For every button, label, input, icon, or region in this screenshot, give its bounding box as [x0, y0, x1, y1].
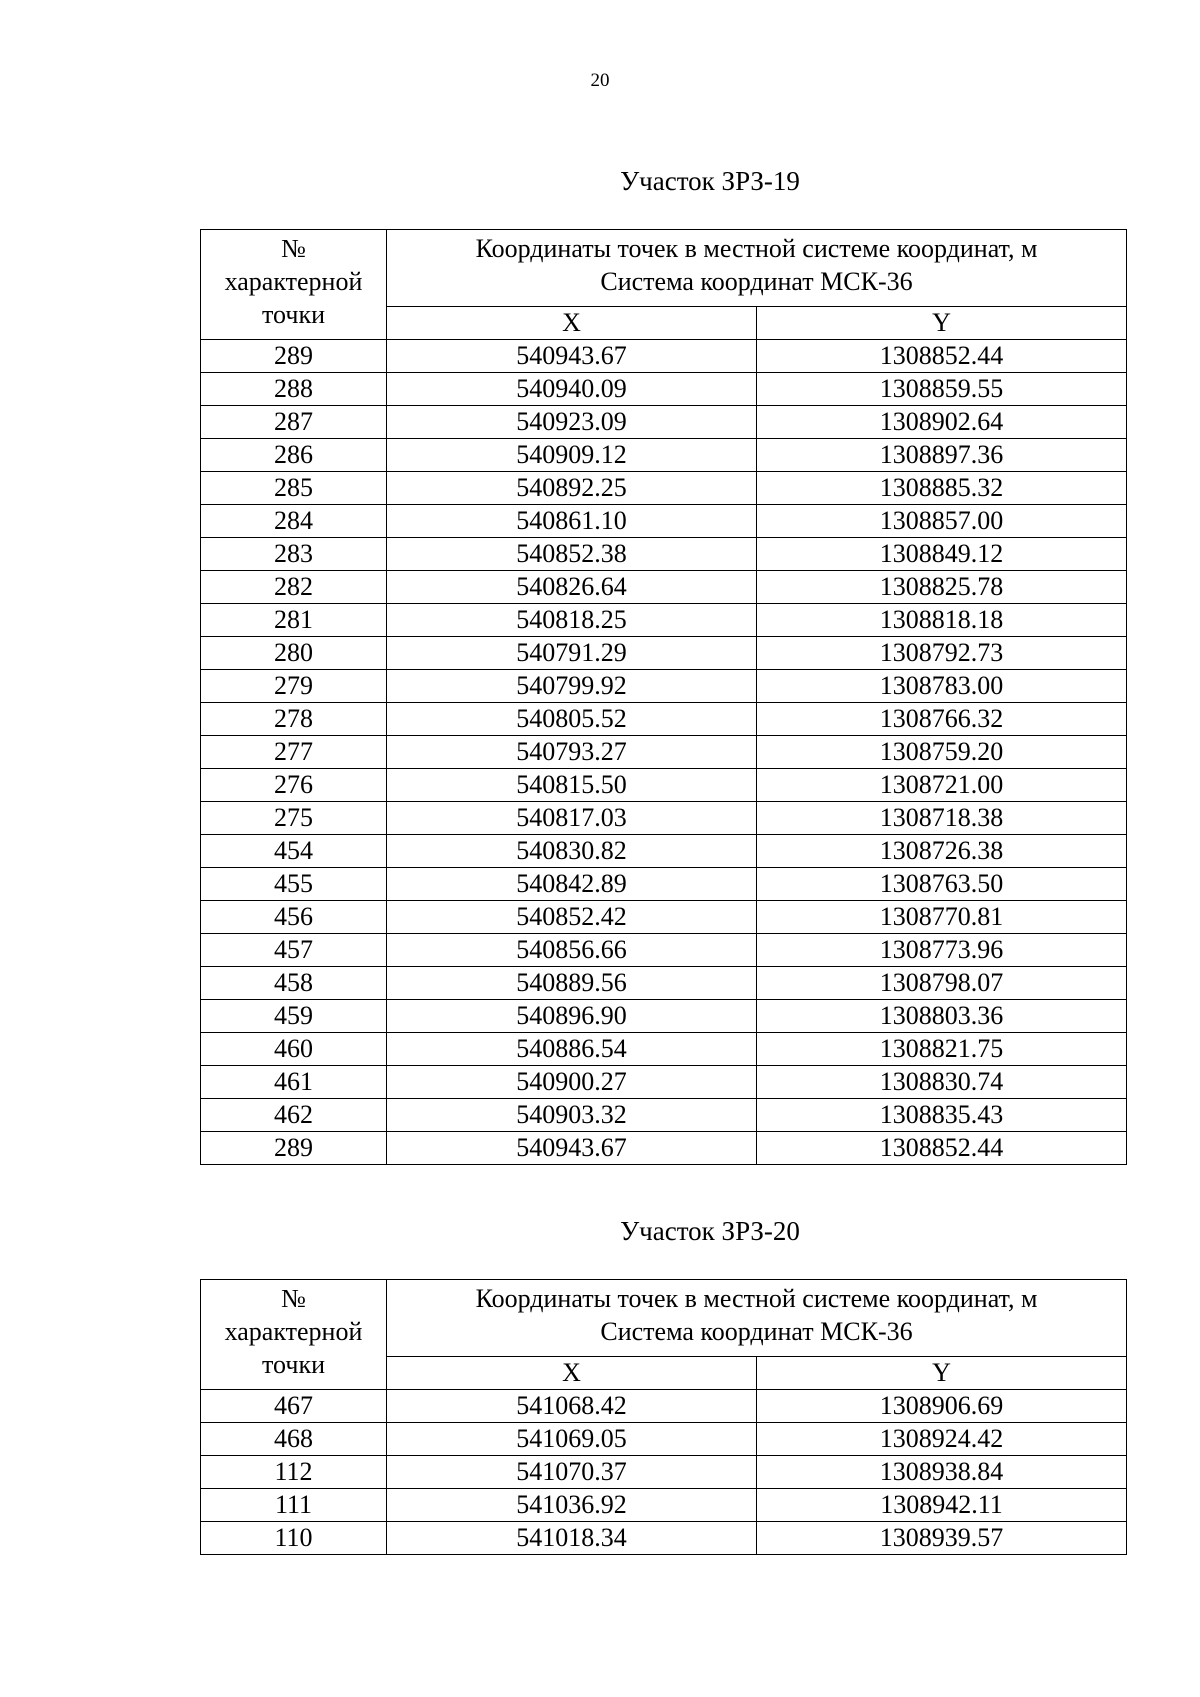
y-coordinate-cell: 1308821.75 — [757, 1033, 1127, 1066]
y-column-header: Y — [757, 307, 1127, 340]
y-coordinate-cell: 1308818.18 — [757, 604, 1127, 637]
x-coordinate-cell: 540903.32 — [387, 1099, 757, 1132]
y-coordinate-cell: 1308792.73 — [757, 637, 1127, 670]
x-coordinate-cell: 541068.42 — [387, 1390, 757, 1423]
y-coordinate-cell: 1308830.74 — [757, 1066, 1127, 1099]
point-number-cell: 110 — [201, 1522, 387, 1555]
table-row — [201, 670, 1127, 703]
x-coordinate-cell: 540852.42 — [387, 901, 757, 934]
table-row — [201, 802, 1127, 835]
y-coordinate-cell: 1308763.50 — [757, 868, 1127, 901]
table-row — [201, 1522, 1127, 1555]
y-coordinate-cell: 1308857.00 — [757, 505, 1127, 538]
x-coordinate-cell: 540886.54 — [387, 1033, 757, 1066]
y-coordinate-cell: 1308783.00 — [757, 670, 1127, 703]
y-coordinate-cell: 1308825.78 — [757, 571, 1127, 604]
y-coordinate-cell: 1308718.38 — [757, 802, 1127, 835]
x-coordinate-cell: 540896.90 — [387, 1000, 757, 1033]
y-coordinate-cell: 1308759.20 — [757, 736, 1127, 769]
table-body — [201, 340, 1127, 1165]
y-coordinate-cell: 1308852.44 — [757, 1132, 1127, 1165]
y-coordinate-cell: 1308938.84 — [757, 1456, 1127, 1489]
table-row — [201, 538, 1127, 571]
x-coordinate-cell: 540943.67 — [387, 1132, 757, 1165]
table-body — [201, 1390, 1127, 1555]
x-column-header: X — [387, 307, 757, 340]
y-coordinate-cell: 1308906.69 — [757, 1390, 1127, 1423]
x-coordinate-cell: 540791.29 — [387, 637, 757, 670]
point-number-cell: 289 — [201, 340, 387, 373]
y-coordinate-cell: 1308798.07 — [757, 967, 1127, 1000]
y-coordinate-cell: 1308852.44 — [757, 340, 1127, 373]
table-row — [201, 835, 1127, 868]
table-row — [201, 769, 1127, 802]
table-row — [201, 1066, 1127, 1099]
point-number-cell: 275 — [201, 802, 387, 835]
point-number-cell: 283 — [201, 538, 387, 571]
y-coordinate-cell: 1308726.38 — [757, 835, 1127, 868]
point-number-cell: 282 — [201, 571, 387, 604]
x-coordinate-cell: 541070.37 — [387, 1456, 757, 1489]
x-coordinate-cell: 540892.25 — [387, 472, 757, 505]
coordinates-table-zrz-20 — [200, 1279, 1127, 1555]
x-coordinate-cell: 540826.64 — [387, 571, 757, 604]
x-coordinate-cell: 541018.34 — [387, 1522, 757, 1555]
x-coordinate-cell: 540861.10 — [387, 505, 757, 538]
y-coordinate-cell: 1308721.00 — [757, 769, 1127, 802]
y-coordinate-cell: 1308766.32 — [757, 703, 1127, 736]
section-title-zrz-20: Участок ЗРЗ-20 — [620, 1216, 800, 1246]
point-number-cell: 276 — [201, 769, 387, 802]
table-row — [201, 703, 1127, 736]
point-number-cell: 112 — [201, 1456, 387, 1489]
point-number-cell: 462 — [201, 1099, 387, 1132]
table-row — [201, 868, 1127, 901]
x-coordinate-cell: 540909.12 — [387, 439, 757, 472]
y-coordinate-cell: 1308942.11 — [757, 1489, 1127, 1522]
point-number-cell: 454 — [201, 835, 387, 868]
point-number-cell: 286 — [201, 439, 387, 472]
point-number-cell: 280 — [201, 637, 387, 670]
x-column-header: X — [387, 1357, 757, 1390]
coordinates-header: Координаты точек в местной системе координат, м Система координат МСК-36 — [387, 230, 1127, 307]
y-coordinate-cell: 1308803.36 — [757, 1000, 1127, 1033]
point-number-cell: 460 — [201, 1033, 387, 1066]
x-coordinate-cell: 540852.38 — [387, 538, 757, 571]
table-row — [201, 571, 1127, 604]
x-coordinate-cell: 540943.67 — [387, 340, 757, 373]
point-number-cell: 281 — [201, 604, 387, 637]
y-coordinate-cell: 1308897.36 — [757, 439, 1127, 472]
point-number-header: № характерной точки — [201, 1280, 387, 1390]
x-coordinate-cell: 540856.66 — [387, 934, 757, 967]
y-coordinate-cell: 1308939.57 — [757, 1522, 1127, 1555]
x-coordinate-cell: 540900.27 — [387, 1066, 757, 1099]
table-row — [201, 1423, 1127, 1456]
point-number-cell: 111 — [201, 1489, 387, 1522]
point-number-cell: 289 — [201, 1132, 387, 1165]
coordinates-table-zrz-19 — [200, 229, 1127, 1165]
table-row — [201, 406, 1127, 439]
point-number-cell: 278 — [201, 703, 387, 736]
x-coordinate-cell: 540805.52 — [387, 703, 757, 736]
point-number-cell: 461 — [201, 1066, 387, 1099]
x-coordinate-cell: 540817.03 — [387, 802, 757, 835]
point-number-cell: 279 — [201, 670, 387, 703]
y-coordinate-cell: 1308770.81 — [757, 901, 1127, 934]
y-coordinate-cell: 1308859.55 — [757, 373, 1127, 406]
point-number-cell: 455 — [201, 868, 387, 901]
point-number-cell: 284 — [201, 505, 387, 538]
table-row — [201, 637, 1127, 670]
x-coordinate-cell: 541036.92 — [387, 1489, 757, 1522]
x-coordinate-cell: 540818.25 — [387, 604, 757, 637]
point-number-header: № характерной точки — [201, 230, 387, 340]
y-coordinate-cell: 1308885.32 — [757, 472, 1127, 505]
table-row — [201, 1000, 1127, 1033]
table-row — [201, 1390, 1127, 1423]
point-number-cell: 459 — [201, 1000, 387, 1033]
point-number-cell: 467 — [201, 1390, 387, 1423]
y-coordinate-cell: 1308773.96 — [757, 934, 1127, 967]
table-row — [201, 604, 1127, 637]
table-row — [201, 472, 1127, 505]
table-row — [201, 439, 1127, 472]
point-number-cell: 288 — [201, 373, 387, 406]
x-coordinate-cell: 540830.82 — [387, 835, 757, 868]
page-number: 20 — [590, 70, 610, 91]
section-title-zrz-19: Участок ЗРЗ-19 — [620, 166, 800, 196]
coordinates-header: Координаты точек в местной системе координат, м Система координат МСК-36 — [387, 1280, 1127, 1357]
point-number-cell: 458 — [201, 967, 387, 1000]
point-number-cell: 277 — [201, 736, 387, 769]
y-column-header: Y — [757, 1357, 1127, 1390]
y-coordinate-cell: 1308849.12 — [757, 538, 1127, 571]
y-coordinate-cell: 1308835.43 — [757, 1099, 1127, 1132]
x-coordinate-cell: 540889.56 — [387, 967, 757, 1000]
table-row — [201, 1099, 1127, 1132]
table-row — [201, 340, 1127, 373]
point-number-cell: 285 — [201, 472, 387, 505]
table-row — [201, 505, 1127, 538]
table-row — [201, 1132, 1127, 1165]
x-coordinate-cell: 541069.05 — [387, 1423, 757, 1456]
table-row — [201, 1456, 1127, 1489]
point-number-cell: 287 — [201, 406, 387, 439]
y-coordinate-cell: 1308924.42 — [757, 1423, 1127, 1456]
table-row — [201, 934, 1127, 967]
y-coordinate-cell: 1308902.64 — [757, 406, 1127, 439]
x-coordinate-cell: 540923.09 — [387, 406, 757, 439]
table-row — [201, 1033, 1127, 1066]
table-row — [201, 901, 1127, 934]
point-number-cell: 468 — [201, 1423, 387, 1456]
x-coordinate-cell: 540842.89 — [387, 868, 757, 901]
point-number-cell: 457 — [201, 934, 387, 967]
x-coordinate-cell: 540793.27 — [387, 736, 757, 769]
table-row — [201, 736, 1127, 769]
point-number-cell: 456 — [201, 901, 387, 934]
table-row — [201, 373, 1127, 406]
x-coordinate-cell: 540940.09 — [387, 373, 757, 406]
x-coordinate-cell: 540799.92 — [387, 670, 757, 703]
x-coordinate-cell: 540815.50 — [387, 769, 757, 802]
table-row — [201, 1489, 1127, 1522]
table-row — [201, 967, 1127, 1000]
